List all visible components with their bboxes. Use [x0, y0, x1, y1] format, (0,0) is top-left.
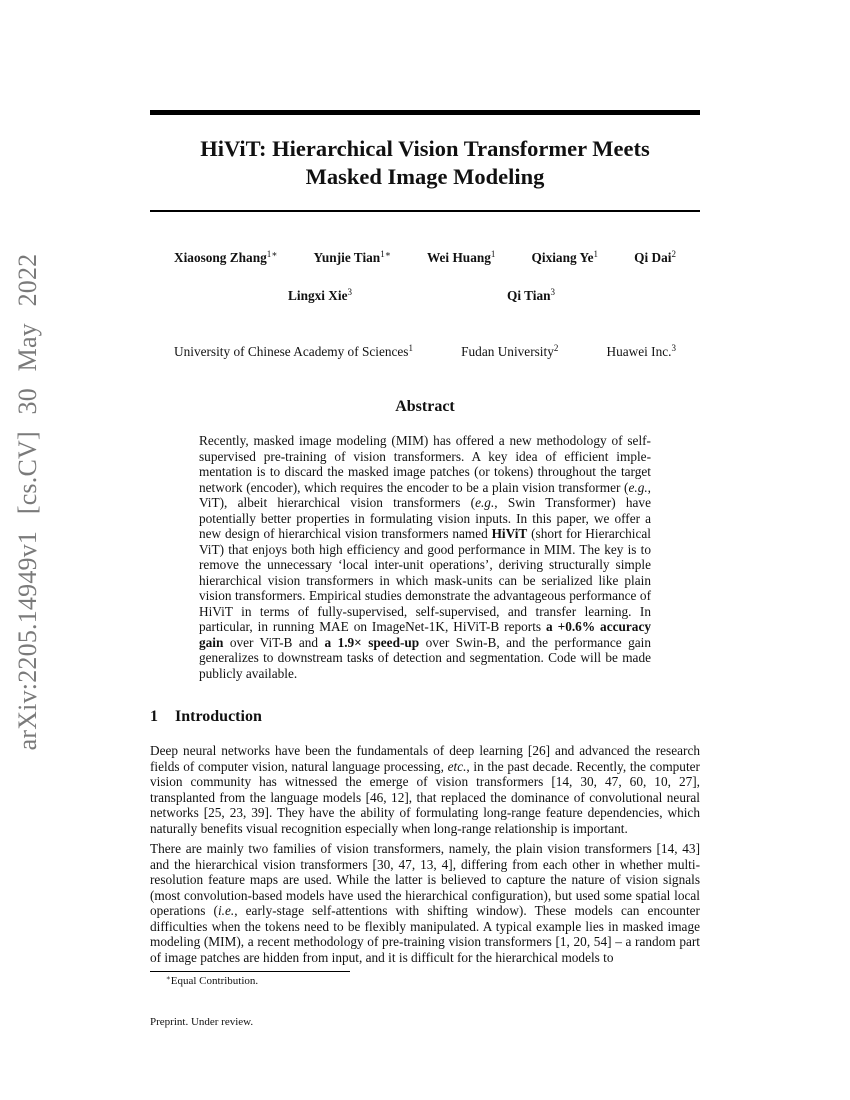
affiliation: University of Chinese Academy of Sciences$^1$ — [174, 343, 413, 359]
affiliation: Huawei Inc.$^3$ — [606, 343, 676, 359]
arxiv-stamp-text: arXiv:2205.14949v1 [cs.CV] 30 May 2022 — [13, 253, 42, 751]
section-heading-introduction — [150, 708, 262, 726]
title-line-2: Masked Image Modeling — [305, 164, 545, 189]
affiliation: Fudan University$^2$ — [461, 343, 559, 359]
author: Qi Tian$^3$ — [507, 287, 555, 303]
author: Wei Huang$^1$ — [426, 249, 496, 265]
author: Qi Dai$^2$ — [634, 249, 676, 265]
page-footer: Preprint. Under review. — [150, 1016, 254, 1028]
authors-row-1 — [150, 250, 700, 266]
title-top-rule — [150, 110, 700, 115]
section-title: Introduction — [175, 708, 262, 725]
footnote-rule — [150, 971, 350, 972]
author: Lingxi Xie$^3$ — [288, 287, 352, 303]
section-number: 1 — [150, 708, 158, 725]
affiliations — [150, 344, 700, 360]
intro-paragraph-1: Deep neural networks have been the fundamentals of deep learning [26] and advanced the research fields of computer vision, natural language processing, etc., in the past decade. Recently, the computer vision community has witnessed the emerge of vision transformers [14, 30, 47, 60, 10, 27], transplanted from the language models [46, 12], that replaced the dominance of convolutional neural networks [25, 23, 39]. They have the ability of formulating long-range feature dependencies, which naturally benefits visual recognition especially when long-range relationship is important. — [150, 743, 700, 836]
author: Qixiang Ye$^1$ — [531, 249, 598, 265]
arxiv-stamp — [8, 253, 48, 751]
author: Yunjie Tian$^{1∗}$ — [313, 249, 391, 265]
intro-paragraph-2: There are mainly two families of vision transformers, namely, the plain vision transformers [14, 43] and the hierarchical vision transformers [30, 47, 13, 4], differing from each other in whether multi-resolution feature maps are used. While the latter is believed to capture the nature of vision signals (most convolution-based models have used the hierarchical configuration), but used some spatial local operations (i.e., early-stage self-attentions with shifting window). These models can encounter difficulties when the tokens need to be flexibly manipulated. A typical example lies in masked image modeling (MIM), a recent methodology of pre-training vision transformers [1, 20, 54] – a random part of image patches are hidden from input, and it is difficult for the hierarchical models to — [150, 841, 700, 965]
abstract-heading: Abstract — [395, 398, 455, 415]
abstract-body: Recently, masked image modeling (MIM) has offered a new methodology of self-supervised pre-training of vision transformers. A key idea of efficient implementation is to discard the masked image patches (or tokens) throughout the target network (encoder), which requires the encoder to be a plain vision transformer (e.g., ViT), albeit hierarchical vision transformers (e.g., Swin Transformer) have potentially better properties in formulating vision inputs. In this paper, we offer a new design of hierarchical vision transformers named HiViT (short for Hierarchical ViT) that enjoys both high efficiency and good performance in MIM. The key is to remove the unnecessary ‘local inter-unit operations’, deriving structurally simple hierarchical vision transformers in which mask-units can be serialized like plain vision transformers. Empirical studies demonstrate the advantageous performance of HiViT in terms of fully-supervised, self-supervised, and transfer learning. In particular, in running MAE on ImageNet-1K, HiViT-B reports a +0.6% accuracy gain over ViT-B and a 1.9× speed-up over Swin-B, and the performance gain generalizes to downstream tasks of detection and segmentation. Code will be made publicly available. — [199, 433, 651, 681]
paper-title — [150, 135, 700, 191]
title-line-1: HiViT: Hierarchical Vision Transformer Meets — [200, 136, 650, 161]
author: Xiaosong Zhang$^{1∗}$ — [174, 249, 278, 265]
footnote: ∗Equal Contribution. — [166, 974, 259, 987]
title-bottom-rule — [150, 210, 700, 212]
